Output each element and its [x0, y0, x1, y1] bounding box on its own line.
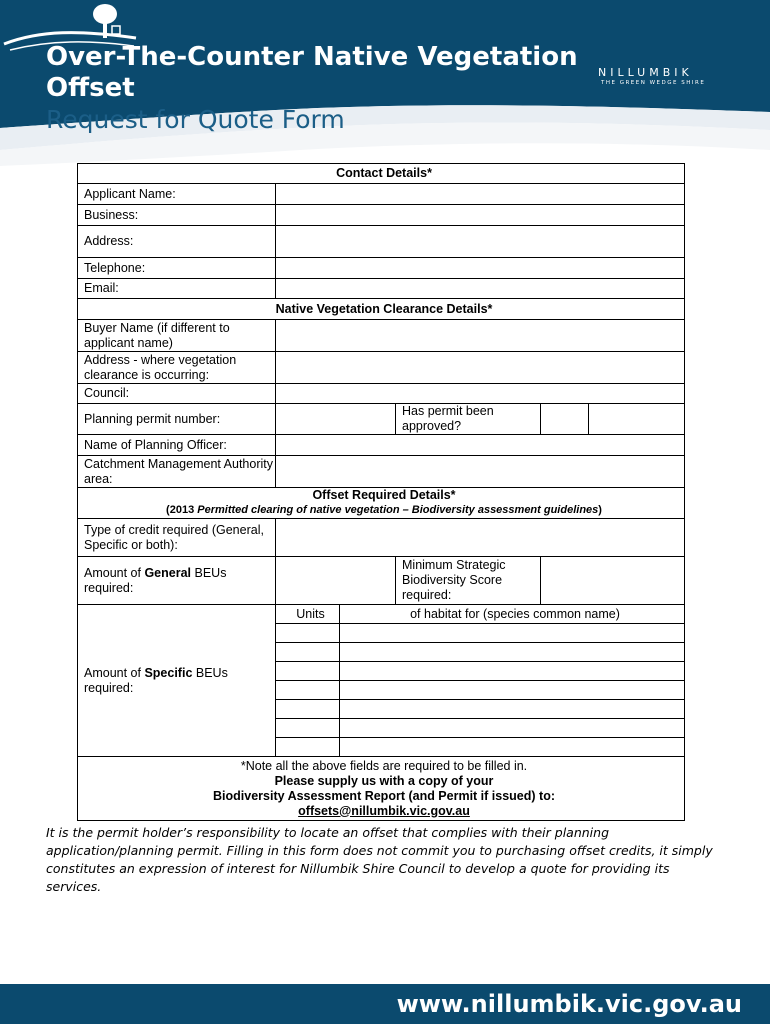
specific-pre: Amount of: [84, 665, 145, 680]
required-note: [78, 757, 685, 821]
habitat-cell[interactable]: [340, 738, 685, 757]
business-label: Business:: [78, 205, 276, 226]
quote-form-table: [77, 163, 685, 821]
permit-row-spacer: [589, 404, 685, 435]
page-footer: [0, 984, 770, 1024]
general-post: BEUs required:: [84, 565, 227, 595]
permit-approved-field[interactable]: [541, 404, 589, 435]
offset-details-heading: [78, 488, 685, 519]
telephone-field[interactable]: [276, 258, 685, 279]
guidelines-title: Permitted clearing of native vegetation – Biodiversity assessment guidelines: [197, 504, 599, 516]
habitat-cell[interactable]: [340, 624, 685, 643]
contact-details-heading: Contact Details*: [78, 164, 685, 184]
min-score-label: Minimum Strategic Biodiversity Score required:: [396, 557, 541, 605]
offset-heading-text: Offset Required Details*: [312, 488, 456, 502]
offset-subheading: [84, 503, 684, 518]
units-cell[interactable]: [276, 662, 340, 681]
subheading-suffix: ): [598, 504, 602, 516]
buyer-name-label: Buyer Name (if different to applicant name): [78, 320, 276, 352]
habitat-header: of habitat for (species common name): [340, 605, 685, 624]
applicant-name-label: Applicant Name:: [78, 184, 276, 205]
cma-label: Catchment Management Authority area:: [78, 456, 276, 488]
cma-field[interactable]: [276, 456, 685, 488]
habitat-cell[interactable]: [340, 662, 685, 681]
buyer-name-field[interactable]: [276, 320, 685, 352]
note-line2: Please supply us with a copy of your: [274, 773, 494, 788]
telephone-label: Telephone:: [78, 258, 276, 279]
min-score-field[interactable]: [541, 557, 685, 605]
note-line3: Biodiversity Assessment Report (and Permit if issued) to:: [213, 788, 555, 803]
planning-officer-label: Name of Planning Officer:: [78, 435, 276, 456]
general-pre: Amount of: [84, 565, 145, 580]
page-header: [0, 0, 770, 170]
permit-number-field[interactable]: [276, 404, 396, 435]
units-cell[interactable]: [276, 681, 340, 700]
council-label: Council:: [78, 384, 276, 404]
units-cell[interactable]: [276, 624, 340, 643]
units-header: Units: [276, 605, 340, 624]
credit-type-field[interactable]: [276, 519, 685, 557]
nillumbik-tree-logo-icon: [0, 0, 140, 68]
page-title-line2: Offset: [46, 73, 135, 103]
address-label: Address:: [78, 226, 276, 258]
units-cell[interactable]: [276, 700, 340, 719]
credit-type-label: Type of credit required (General, Specific or both):: [78, 519, 276, 557]
general-bold: General: [144, 565, 192, 580]
permit-approved-label: Has permit been approved?: [396, 404, 541, 435]
habitat-cell[interactable]: [340, 700, 685, 719]
clearance-address-label: Address - where vegetation clearance is occurring:: [78, 352, 276, 384]
disclaimer-text: It is the permit holder’s responsibility to locate an offset that complies with their planning application/planning permit. Filling in this form does not commit you to purchasing offset credits, it simply constitutes an expression of interest for Nillumbik Shire Council to develop a quote for providing its services.: [46, 825, 713, 894]
units-cell[interactable]: [276, 643, 340, 662]
logo-wordmark: NILLUMBIK: [598, 66, 693, 79]
habitat-cell[interactable]: [340, 681, 685, 700]
address-field[interactable]: [276, 226, 685, 258]
subheading-prefix: (2013: [166, 504, 198, 516]
page-title-line1: Over-The-Counter Native Vegetation: [46, 42, 578, 72]
general-beus-label: [78, 557, 276, 605]
page-subtitle: Request for Quote Form: [46, 105, 345, 134]
specific-bold: Specific: [144, 665, 193, 680]
units-cell[interactable]: [276, 738, 340, 757]
units-cell[interactable]: [276, 719, 340, 738]
email-field[interactable]: [276, 279, 685, 299]
habitat-cell[interactable]: [340, 643, 685, 662]
business-field[interactable]: [276, 205, 685, 226]
website-url[interactable]: www.nillumbik.vic.gov.au: [396, 990, 742, 1018]
habitat-cell[interactable]: [340, 719, 685, 738]
specific-post: BEUs required:: [84, 665, 228, 695]
specific-beus-label: [78, 605, 276, 757]
council-field[interactable]: [276, 384, 685, 404]
general-beus-field[interactable]: [276, 557, 396, 605]
note-line1: *Note all the above fields are required to be filled in.: [240, 758, 528, 773]
offsets-email-link[interactable]: offsets@nillumbik.vic.gov.au: [298, 803, 470, 818]
planning-officer-field[interactable]: [276, 435, 685, 456]
clearance-details-heading: Native Vegetation Clearance Details*: [78, 299, 685, 320]
clearance-address-field[interactable]: [276, 352, 685, 384]
email-label: Email:: [78, 279, 276, 299]
permit-number-label: Planning permit number:: [78, 404, 276, 435]
logo-tagline: THE GREEN WEDGE SHIRE: [601, 80, 706, 86]
applicant-name-field[interactable]: [276, 184, 685, 205]
